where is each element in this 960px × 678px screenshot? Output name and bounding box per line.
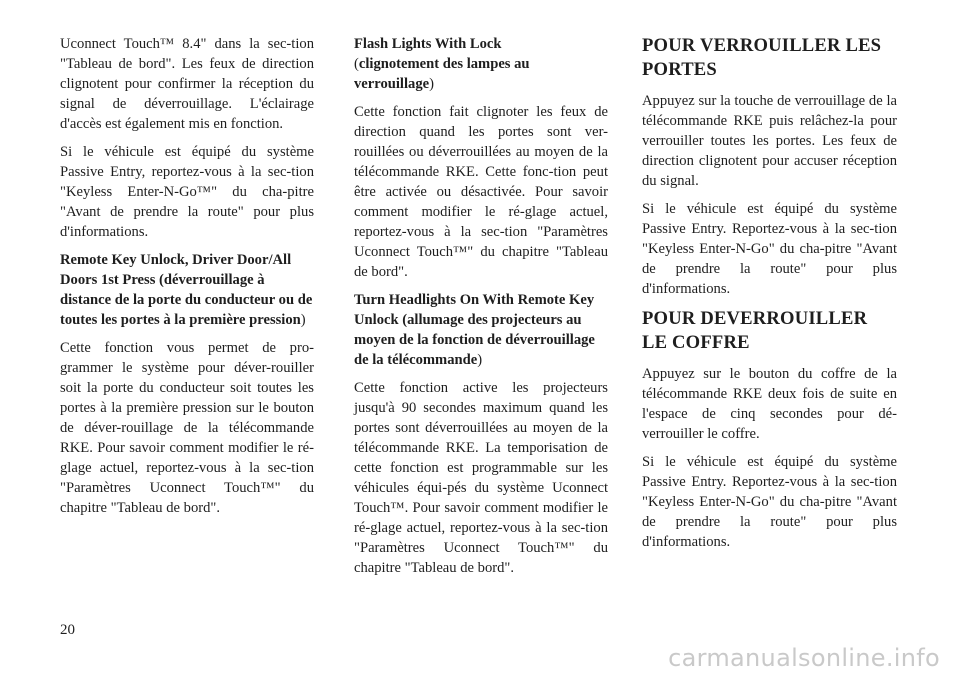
subheading-remote-key-unlock bbox=[60, 250, 314, 330]
section-title-lock-doors-line2: PORTES bbox=[642, 59, 717, 80]
subheading-flash-lights-translation: clignotement des lampes au verrouillage bbox=[354, 56, 530, 92]
paragraph-flash-lights: Cette fonction fait clignoter les feux de direction quand les portes sont ver-rouillées ou déverrouillées au moyen de la télécommande RKE. Cette fonc-tion peut être activée ou désactivée. Pour savoir comment modifier le ré-glage actuel, reportez-vous à la sec-tion "Paramètres Uconnect Touch™" du chapitre "Tableau de bord". bbox=[354, 104, 608, 280]
subheading-close-paren: ) bbox=[477, 352, 483, 368]
paragraph-passive-entry-lock: Si le véhicule est équipé du système Passive Entry. Reportez-vous à la sec-tion "Keyless Enter-N-Go" du cha-pitre "Avant de prendre la route" pour plus d'informations. bbox=[642, 201, 897, 297]
section-title-unlock-trunk-line2: LE COFFRE bbox=[642, 332, 750, 353]
text-column-right bbox=[642, 34, 897, 560]
section-title-unlock-trunk-line1: POUR DEVERROUILLER bbox=[642, 308, 868, 329]
watermark: carmanualsonline.info bbox=[668, 644, 940, 672]
section-title-lock-doors bbox=[642, 34, 897, 82]
subheading-open-paren: ( bbox=[354, 56, 359, 72]
text-column-middle bbox=[354, 34, 608, 586]
subheading-turn-headlights-on bbox=[354, 290, 608, 370]
paragraph-unlock-trunk: Appuyez sur le bouton du coffre de la télécommande RKE deux fois de suite en l'espace de cinq secondes pour dé-verrouiller le coffre. bbox=[642, 366, 897, 442]
text-column-left bbox=[60, 34, 314, 526]
page-number: 20 bbox=[60, 622, 75, 638]
section-title-lock-doors-line1: POUR VERROUILLER LES bbox=[642, 35, 882, 56]
paragraph-remote-key-unlock: Cette fonction vous permet de pro-grammer le système pour déver-rouiller soit la porte du conducteur soit toutes les portes à la première pression sur le bouton de déver-rouillage de la télécommande RKE. Pour savoir comment modifier le ré-glage actuel, reportez-vous à la sec-tion "Paramètres Uconnect Touch™" du chapitre "Tableau de bord". bbox=[60, 340, 314, 516]
paragraph-headlights: Cette fonction active les projecteurs jusqu'à 90 secondes maximum quand les portes sont déverrouillées au moyen de la télécommande RKE. La temporisation de cette fonction est programmable sur les véhicules équi-pés du système Uconnect Touch™. Pour savoir comment modifier le ré-glage actuel, reportez-vous à la sec-tion "Paramètres Uconnect Touch™" du chapitre "Tableau de bord". bbox=[354, 380, 608, 576]
subheading-turn-headlights-on-text: Turn Headlights On With Remote Key Unlock (allumage des projecteurs au moyen de la fonction de déverrouillage de la télécommande bbox=[354, 292, 595, 368]
subheading-flash-lights bbox=[354, 34, 608, 94]
subheading-remote-key-unlock-text: Remote Key Unlock, Driver Door/All Doors 1st Press (déverrouillage à distance de la porte du conducteur ou de toutes les portes à la première pression bbox=[60, 252, 313, 328]
subheading-close-paren: ) bbox=[429, 76, 434, 92]
paragraph-uconnect-signal: Uconnect Touch™ 8.4" dans la sec-tion "Tableau de bord". Les feux de direction clignotent pour confirmer la réception du signal de déverrouillage. L'éclairage d'accès est également mis en fonction. bbox=[60, 36, 314, 132]
section-title-unlock-trunk bbox=[642, 307, 897, 355]
paragraph-passive-entry: Si le véhicule est équipé du système Passive Entry, reportez-vous à la sec-tion "Keyless Enter-N-Go™" du cha-pitre "Avant de prendre la route" pour plus d'informations. bbox=[60, 144, 314, 240]
paragraph-lock-doors: Appuyez sur la touche de verrouillage de la télécommande RKE puis relâchez-la pour verrouiller toutes les portes. Les feux de direction clignotent pour accuser réception du signal. bbox=[642, 93, 897, 189]
subheading-close-paren: ) bbox=[300, 312, 306, 328]
paragraph-passive-entry-trunk: Si le véhicule est équipé du système Passive Entry. Reportez-vous à la sec-tion "Keyless Enter-N-Go" du cha-pitre "Avant de prendre la route" pour plus d'informations. bbox=[642, 454, 897, 550]
subheading-flash-lights-title: Flash Lights With Lock bbox=[354, 36, 502, 52]
